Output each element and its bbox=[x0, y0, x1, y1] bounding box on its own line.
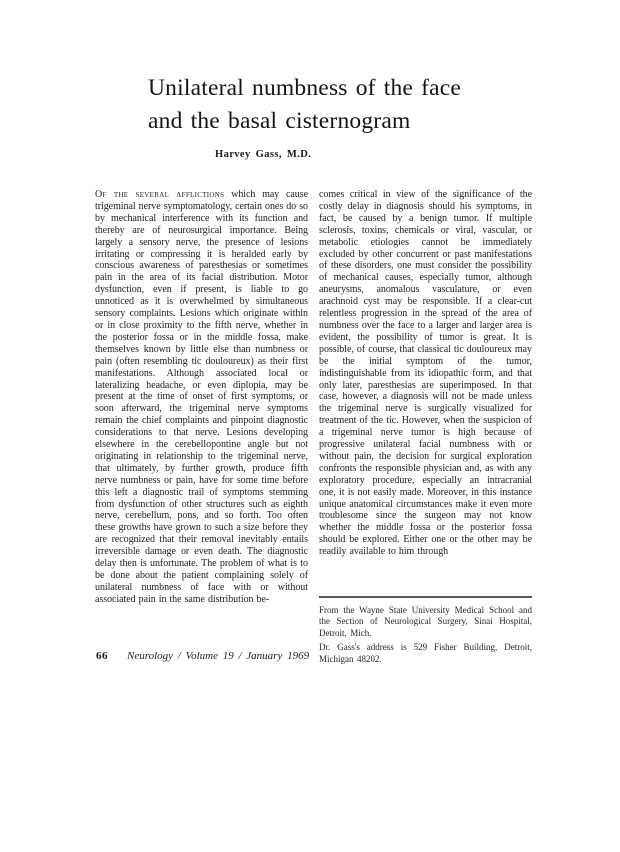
footnote-block bbox=[319, 596, 532, 668]
footnote-address: Dr. Gass's address is 529 Fisher Building, Detroit, Michigan 48202. bbox=[319, 642, 532, 664]
article-title bbox=[148, 72, 461, 138]
footnote-affiliation: From the Wayne State University Medical School and the Section of Neurological Surgery, Sinai Hospital, Detroit, Mich. bbox=[319, 605, 532, 638]
body-column-left bbox=[95, 189, 308, 606]
body-column-right bbox=[319, 189, 532, 558]
footnote-divider bbox=[319, 596, 532, 598]
journal-citation: Neurology / Volume 19 / January 1969 bbox=[127, 650, 310, 662]
lead-in-small-caps: Of the several afflictions bbox=[95, 189, 225, 200]
page-number: 66 bbox=[96, 650, 108, 662]
author-byline: Harvey Gass, M.D. bbox=[215, 149, 312, 160]
body-paragraph-left bbox=[95, 189, 308, 606]
body-text-left: which may cause trigeminal nerve symptomatology, certain ones do so by mechanical interference with its function and thereby are of neurosurgical importance. Being largely a sensory nerve, the presence of lesions irritating or compressing it is heralded early by conscious awareness of paresthesias or sometimes pain in the area of its facial distribution. Motor dysfunction, even if present, is liable to go unnoticed as it is overwhelmed by simultaneous sensory complaints. Lesions which originate within or in close proximity to the fifth nerve, whether in the posterior fossa or in the middle fossa, make themselves known by little else than numbness or pain (often resembling tic douloureux) as their first manifestations. Although associated local or lateralizing headache, or even diplopia, may be present at the time of onset of first symptoms, or soon afterward, the trigeminal nerve symptoms remain the chief complaints and pinpoint diagnostic considerations to that nerve. Lesions developing elsewhere in the cerebellopontine angle but not originating in relationship to the trigeminal nerve, that ultimately, by further growth, produce fifth nerve numbness or pain, have for some time before this left a diagnostic trail of symptoms stemming from dysfunction of other structures such as eighth nerve, cerebellum, pons, and so forth. Too often these growths have grown to such a size before they are recognized that their removal inevitably entails irreversible damage or even death. The diagnostic delay then is unfortunate. The problem of what is to be done about the patient complaining solely of unilateral numbness of face with or without associated pain in the same distribution be- bbox=[95, 189, 308, 605]
article-title-line1: Unilateral numbness of the face bbox=[148, 75, 462, 101]
body-paragraph-right: comes critical in view of the significance of the costly delay in diagnosis should his symptoms, in fact, be caused by a benign tumor. If multiple sclerosis, toxins, chemicals or viral, vascular, or metabolic etiologies cannot be immediately excluded by other concurrent or past manifestations of these disorders, one must consider the possibility of mechanical causes, especially tumor, although aneurysms, anomalous vasculature, or even arachnoid cyst may be responsible. If a clear-cut relentless progression in the spread of the area of numbness over the face to a larger and larger area is evident, the possibility of tumor is great. It is possible, of course, that classical tic douloureux may be the initial symptom of the tumor, indistinguishable from its idiopathic form, and that only later, paresthesias are superimposed. In that case, however, a diagnosis will not be made unless the trigeminal nerve is surgically visualized for treatment of the tic. However, when the suspicion of a trigeminal nerve tumor is high because of progressive unilateral facial numbness with or without pain, the decision for surgical exploration confronts the responsible physician and, as with any exploratory procedure, especially an intracranial one, it is not easily made. Moreover, in this instance unique anatomical circumstances make it even more troublesome since the surgeon may not know whether the middle fossa or the posterior fossa should be explored. Either one or the other may be readily available to him through bbox=[319, 189, 532, 558]
article-title-line2: and the basal cisternogram bbox=[148, 108, 411, 134]
page-footer bbox=[96, 650, 309, 662]
